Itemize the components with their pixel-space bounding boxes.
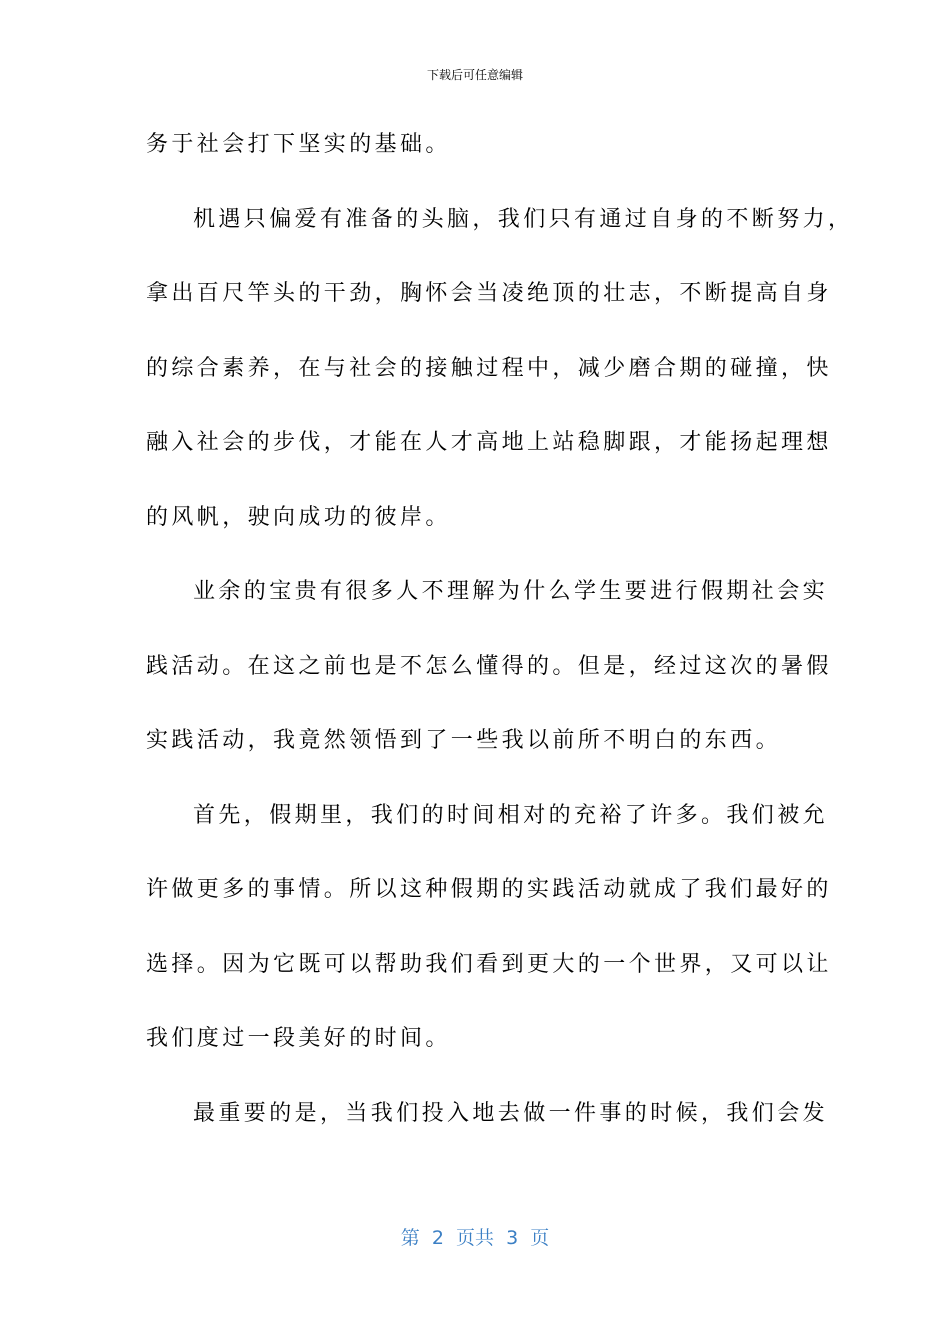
text-line: 实践活动，我竟然领悟到了一些我以前所不明白的东西。 [146,728,782,753]
text-line: 的风帆，驶向成功的彼岸。 [146,504,451,530]
text-line: 机遇只偏爱有准备的头脑，我们只有通过自身的不断努力， [193,206,854,232]
text-line: 拿出百尺竿头的干劲，胸怀会当凌绝顶的壮志，不断提高自身 [146,281,832,306]
text-line: 我们度过一段美好的时间。 [146,1026,451,1051]
text-line: 融入社会的步伐，才能在人才高地上站稳脚跟，才能扬起理想 [146,430,832,455]
text-line: 选择。因为它既可以帮助我们看到更大的一个世界，又可以让 [146,951,832,977]
page-number-footer: 第 2 页共 3 页 [400,1227,550,1249]
text-line: 首先，假期里，我们的时间相对的充裕了许多。我们被允 [193,802,829,828]
body-text [146,120,854,1163]
text-line: 最重要的是，当我们投入地去做一件事的时候，我们会发 [193,1100,829,1126]
text-line: 践活动。在这之前也是不怎么懂得的。但是，经过这次的暑假 [146,653,832,679]
text-line: 的综合素养，在与社会的接触过程中，减少磨合期的碰撞，快 [146,355,832,381]
page-header: 下载后可任意编辑 [426,68,523,82]
text-line: 务于社会打下坚实的基础。 [146,132,451,157]
text-line: 业余的宝贵有很多人不理解为什么学生要进行假期社会实 [193,579,829,604]
text-line: 许做更多的事情。所以这种假期的实践活动就成了我们最好的 [146,877,832,902]
